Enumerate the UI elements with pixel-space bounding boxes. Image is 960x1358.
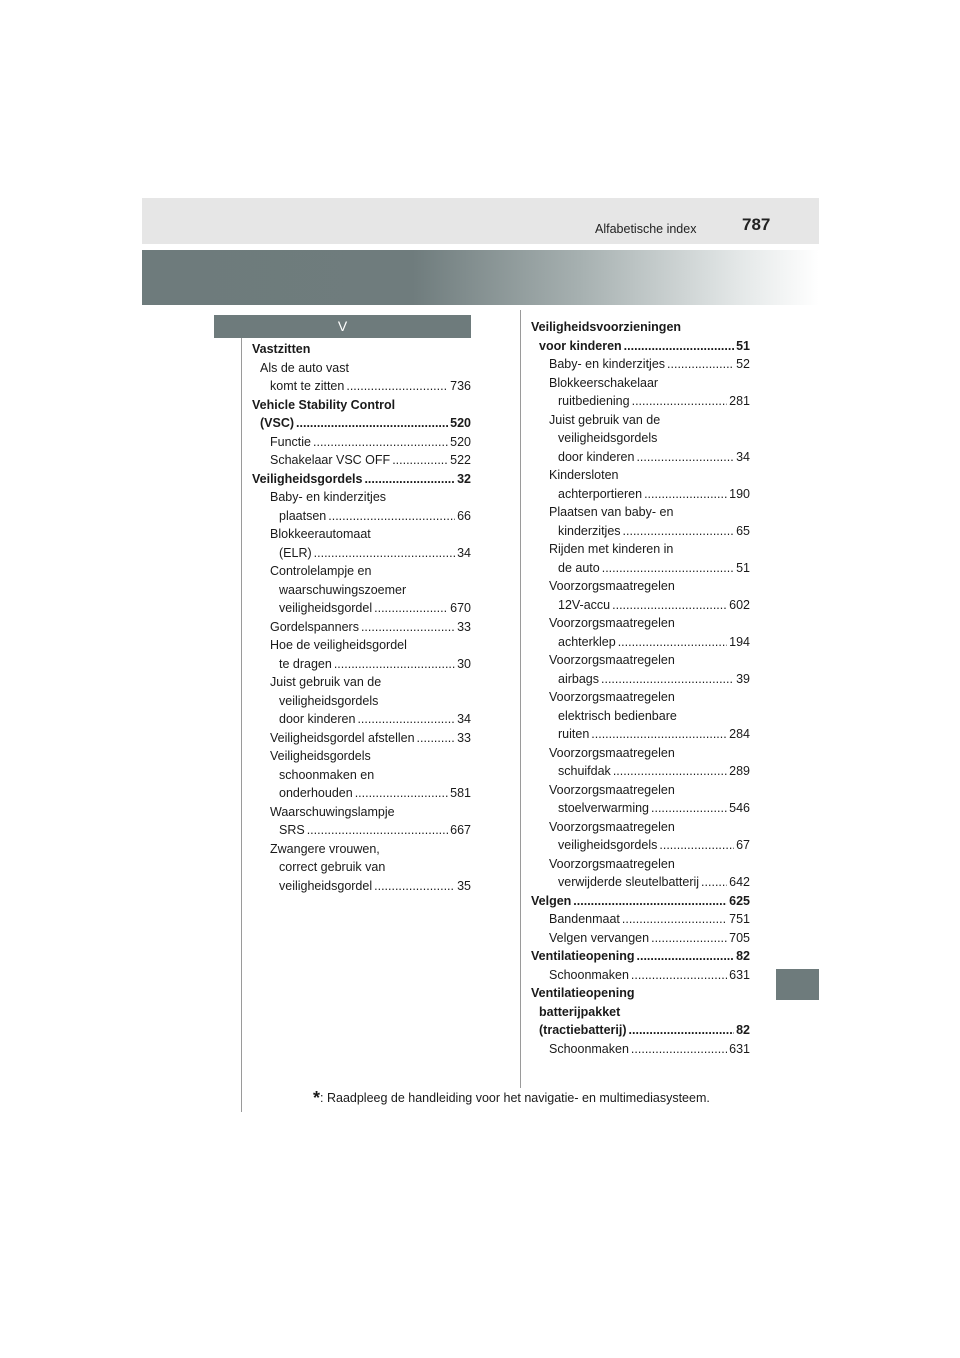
footnote-marker: * [313,1088,321,1108]
entry-text: Juist gebruik van de [270,675,382,689]
column-divider [520,310,521,1088]
dot-leader [636,448,734,467]
index-entry [252,729,471,748]
entry-page: 30 [457,656,471,671]
entry-text: airbags [558,671,599,686]
entry-text: Functie [270,434,311,449]
footnote [313,1088,710,1109]
index-entry [252,692,471,711]
dot-leader [591,725,727,744]
entry-text: Vehicle Stability Control [252,397,396,412]
dot-leader [629,1021,735,1040]
entry-page: 520 [450,434,471,449]
entry-text: veiligheidsgordels [558,838,658,852]
dot-leader [644,485,727,504]
entry-text: Velgen vervangen [549,930,650,945]
entry-text: kinderzitjes [558,523,621,538]
index-entry [252,747,471,766]
entry-text: Rijden met kinderen in [549,542,674,556]
dot-leader [618,633,727,652]
entry-text: Voorzorgsmaatregelen [549,579,675,593]
entry-text: Blokkeerschakelaar [549,375,659,390]
entry-text: 12V-accu [558,597,611,612]
index-entry [531,374,750,393]
entry-text: verwijderde sleutelbatterij [558,875,700,889]
index-entry [252,340,471,359]
entry-text: Ventilatieopening [531,986,635,1000]
dot-leader [355,784,448,803]
index-entry [252,433,471,452]
entry-page: 751 [729,912,750,926]
dot-leader [374,599,448,618]
entry-page: 667 [450,823,471,837]
dot-leader [624,337,734,356]
entry-text: Kindersloten [549,468,619,482]
entry-page: 581 [450,786,471,800]
index-entry [252,359,471,378]
entry-page: 625 [729,893,750,908]
index-entry [531,744,750,763]
index-entry [531,411,750,430]
index-entry [252,655,471,674]
index-entry [531,707,750,726]
entry-page: 82 [736,949,750,963]
header-bar [142,198,819,244]
entry-page: 66 [457,508,471,523]
entry-page: 67 [736,838,750,852]
index-entry [252,636,471,655]
index-entry [531,540,750,559]
entry-text: Voorzorgsmaatregelen [549,653,675,667]
index-entry [252,803,471,822]
dot-leader [296,414,448,433]
index-entry [531,1003,750,1022]
dot-leader [313,433,448,452]
dot-leader [631,1040,727,1059]
dot-leader [328,507,455,526]
entry-page: 34 [457,712,471,726]
entry-page: 284 [729,727,750,741]
index-entry [252,784,471,803]
index-entry [252,488,471,507]
index-entry [531,485,750,504]
dot-leader [622,910,727,929]
entry-page: 670 [450,601,471,615]
dot-leader [307,821,448,840]
index-entry [252,821,471,840]
entry-text: waarschuwingszoemer [279,582,407,597]
entry-text: door kinderen [279,712,356,726]
index-entry [531,799,750,818]
entry-text: Zwangere vrouwen, [270,841,380,856]
entry-text: Controlelampje en [270,564,372,578]
dot-leader [573,892,727,911]
index-entry [531,318,750,337]
entry-page: 281 [729,394,750,408]
entry-text: Schoonmaken [549,1041,629,1056]
entry-text: Voorzorgsmaatregelen [549,819,675,834]
entry-text: Voorzorgsmaatregelen [549,690,675,704]
entry-text: schoonmaken en [279,767,375,782]
dot-leader [667,355,734,374]
entry-page: 34 [736,449,750,464]
dot-leader [613,762,727,781]
entry-text: SRS [279,823,305,837]
entry-page: 642 [729,875,750,889]
entry-page: 82 [736,1023,750,1037]
entry-text: ruiten [558,727,590,741]
dot-leader [364,470,455,489]
index-entry [531,466,750,485]
entry-page: 34 [457,545,471,560]
dot-leader [417,729,456,748]
dot-leader [631,966,727,985]
index-entry [531,577,750,596]
index-entry [531,337,750,356]
index-column-left [252,340,471,895]
entry-page: 51 [736,560,750,575]
index-entry [531,818,750,837]
entry-text: stoelverwarming [558,801,650,815]
entry-page: 33 [457,730,471,745]
index-entry [531,910,750,929]
index-entry [252,470,471,489]
index-entry [252,562,471,581]
entry-text: batterijpakket [539,1004,621,1019]
entry-text: onderhouden [279,786,353,800]
entry-text: door kinderen [558,449,635,464]
entry-text: Baby- en kinderzitjes [549,357,666,371]
index-entry [531,966,750,985]
entry-page: 736 [450,379,471,393]
left-rule [241,338,242,1112]
section-title: Alfabetische index [595,222,697,236]
entry-text: veiligheidsgordel [279,878,373,893]
entry-text: Juist gebruik van de [549,412,661,427]
entry-text: Baby- en kinderzitjes [270,490,387,504]
dot-leader [602,559,734,578]
entry-text: schuifdak [558,764,611,778]
index-entry [531,781,750,800]
dot-leader [623,522,735,541]
letter-heading: V [214,315,471,338]
entry-text: Hoe de veiligheidsgordel [270,638,407,652]
entry-text: Ventilatieopening [531,949,635,963]
index-entry [531,355,750,374]
dot-leader [357,710,455,729]
index-entry [531,855,750,874]
page-number: 787 [742,215,771,234]
index-entry [531,725,750,744]
entry-text: Plaatsen van baby- en [549,505,674,519]
entry-text: Waarschuwingslampje [270,804,395,819]
entry-text: Voorzorgsmaatregelen [549,782,675,797]
entry-page: 520 [450,416,471,430]
index-entry [531,1040,750,1059]
entry-text: Als de auto vast [260,360,349,375]
entry-text: Veiligheidsvoorzieningen [531,320,682,334]
dot-leader [651,799,727,818]
index-entry [531,596,750,615]
entry-page: 631 [729,1041,750,1056]
index-entry [252,599,471,618]
index-entry [252,544,471,563]
entry-page: 190 [729,486,750,501]
entry-page: 194 [729,634,750,649]
index-entry [531,522,750,541]
index-entry [252,618,471,637]
chapter-tab [776,969,819,1000]
index-entry [531,892,750,911]
index-entry [531,429,750,448]
index-entry [531,614,750,633]
index-entry [252,451,471,470]
entry-text: Veiligheidsgordels [252,471,363,486]
entry-text: correct gebruik van [279,860,386,874]
index-entry [252,414,471,433]
entry-text: (VSC) [260,416,295,430]
entry-text: Schoonmaken [549,967,629,982]
index-entry [252,581,471,600]
dot-leader [651,929,727,948]
dot-leader [637,947,735,966]
index-entry [531,448,750,467]
entry-page: 65 [736,523,750,538]
dot-leader [632,392,728,411]
index-entry [252,710,471,729]
index-entry [531,670,750,689]
index-entry [531,688,750,707]
index-entry [252,858,471,877]
entry-page: 35 [457,878,471,893]
index-entry [252,525,471,544]
header-banner [142,250,819,305]
entry-text: veiligheidsgordel [279,601,373,615]
entry-text: Velgen [531,893,572,908]
entry-page: 39 [736,671,750,686]
entry-page: 289 [729,764,750,778]
dot-leader [334,655,455,674]
entry-text: Bandenmaat [549,912,620,926]
entry-page: 51 [736,338,750,353]
dot-leader [612,596,727,615]
entry-text: (ELR) [279,545,312,560]
entry-text: voor kinderen [539,338,622,353]
entry-page: 705 [729,930,750,945]
index-entry [531,873,750,892]
index-column-right [531,318,750,1058]
index-entry [252,507,471,526]
index-entry [252,673,471,692]
entry-text: Voorzorgsmaatregelen [549,856,675,871]
entry-page: 52 [736,357,750,371]
entry-text: elektrisch bedienbare [558,708,677,723]
index-entry [531,984,750,1003]
index-entry [252,377,471,396]
index-entry [531,836,750,855]
entry-text: plaatsen [279,508,327,523]
entry-text: de auto [558,560,600,575]
index-entry [252,396,471,415]
entry-page: 32 [457,471,471,486]
entry-text: Blokkeerautomaat [270,527,371,541]
dot-leader [314,544,455,563]
index-entry [531,762,750,781]
entry-text: (tractiebatterij) [539,1023,627,1037]
entry-text: komt te zitten [270,379,345,393]
entry-text: Veiligheidsgordels [270,749,371,763]
dot-leader [392,451,448,470]
entry-text: Voorzorgsmaatregelen [549,616,675,630]
index-entry [531,633,750,652]
entry-text: achterportieren [558,486,643,501]
entry-page: 602 [729,597,750,612]
entry-page: 546 [729,801,750,815]
index-entry [531,929,750,948]
entry-text: te dragen [279,656,332,671]
index-entry [252,840,471,859]
dot-leader [659,836,734,855]
entry-page: 522 [450,453,471,467]
dot-leader [346,377,448,396]
entry-text: achterklep [558,634,616,649]
entry-text: veiligheidsgordels [279,693,379,708]
dot-leader [601,670,734,689]
entry-text: Vastzitten [252,342,311,356]
entry-text: Gordelspanners [270,619,359,634]
entry-page: 631 [729,967,750,982]
index-entry [252,766,471,785]
entry-text: Voorzorgsmaatregelen [549,745,675,760]
index-entry [531,651,750,670]
dot-leader [374,877,455,896]
footnote-text: : Raadpleeg de handleiding voor het navigatie- en multimediasysteem. [320,1091,710,1105]
dot-leader [361,618,455,637]
index-entry [531,392,750,411]
index-entry [252,877,471,896]
index-entry [531,1021,750,1040]
entry-page: 33 [457,619,471,634]
entry-text: Schakelaar VSC OFF [270,453,391,467]
entry-text: Veiligheidsgordel afstellen [270,730,415,745]
index-entry [531,503,750,522]
index-entry [531,559,750,578]
entry-text: veiligheidsgordels [558,431,658,445]
entry-text: ruitbediening [558,394,630,408]
dot-leader [701,873,727,892]
index-entry [531,947,750,966]
